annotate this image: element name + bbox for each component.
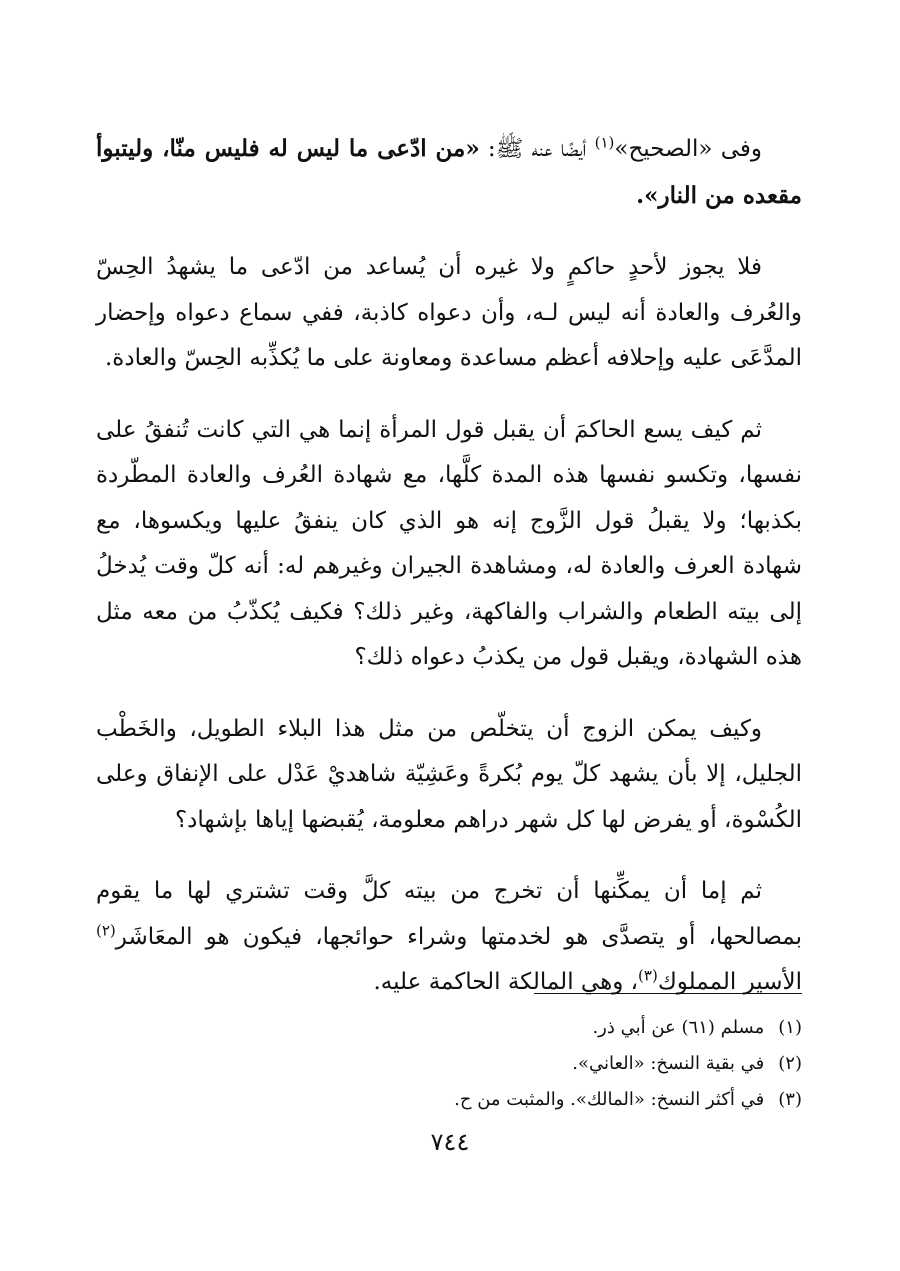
hadith-quote: «من ادّعى ما ليس له فليس منّا، وليتبوأ مقعده من النار». <box>96 135 802 209</box>
footnote-3 <box>96 1082 802 1118</box>
footnote-2 <box>96 1046 802 1082</box>
footnote-number: (٢) <box>778 1053 802 1074</box>
footnote-ref-2: (٢) <box>96 920 116 939</box>
main-text <box>96 126 802 1032</box>
footnote-ref-1: (١) <box>594 133 615 152</box>
paragraph-1-intro: وفى «الصحيح» <box>614 136 762 162</box>
footnote-text: مسلم (٦١) عن أبي ذر. <box>592 1017 765 1038</box>
paragraph-2: فلا يجوز لأحدٍ حاكمٍ ولا غيره أن يُساعد من ادّعى ما يشهدُ الحِسّ والعُرف والعادة أنه ليس لـه، وأن دعواه كاذبة، ففي سماع دعواه وإحضار المدَّعَى عليه وإحلافه أعظم مساعدة ومعاونة على ما يُكذِّبه الحِسّ والعادة. <box>96 254 802 371</box>
footnote-divider <box>534 993 802 994</box>
paragraph-3: ثم كيف يسع الحاكمَ أن يقبل قول المرأة إنما هي التي كانت تُنفقُ على نفسها، وتكسو نفسها هذه المدة كلَّها، مع شهادة العُرف والعادة المطّردة بكذبها؛ ولا يقبلُ قول الزَّوج إنه هو الذي كان ينفقُ عليها ويكسوها، مع شهادة العرف والعادة له، ومشاهدة الجيران وغيرهم له: أنه كلّ وقت يُدخلُ إلى بيته الطعام والشراب والفاكهة، وغير ذلك؟ فكيف يُكذّبُ من معه مثل هذه الشهادة، ويقبل قول من يكذبُ دعواه ذلك؟ <box>96 416 803 670</box>
footnote-ref-3: (٣) <box>638 966 658 985</box>
footnotes <box>96 1010 802 1118</box>
footnote-number: (٣) <box>778 1089 802 1110</box>
footnote-number: (١) <box>778 1017 802 1038</box>
paragraph-5 <box>96 869 802 1006</box>
page-number: ٧٤٤ <box>430 1128 470 1156</box>
paragraph-5-part-b: الأسير المملوك <box>657 969 802 995</box>
paragraph-5-part-a: ثم إما أن يمكِّنها أن تخرج من بيته كلَّ وقت تشتري لها ما يقوم بمصالحها، أو يتصدَّى هو لخدمتها وشراء حوائجها، فيكون هو المعَاشَر <box>96 878 802 950</box>
footnote-1 <box>96 1010 802 1046</box>
paragraph-4: وكيف يمكن الزوج أن يتخلّص من مثل هذا البلاء الطويل، والخَطْب الجليل، إلا بأن يشهد كلّ يوم بُكرةً وعَشِيّة شاهديْ عَدْل على الإنفاق وعلى الكُسْوة، أو يفرض لها كل شهر دراهم معلومة، يُقبضها إياها بإشهاد؟ <box>96 715 802 833</box>
paragraph-1 <box>96 126 802 219</box>
footnote-text: في أكثر النسخ: «المالك». والمثبت من ح. <box>454 1089 765 1110</box>
paragraph-1-attribution: أيضًا عنه ﷺ: <box>479 136 595 162</box>
footnote-text: في بقية النسخ: «العاني». <box>572 1053 765 1074</box>
paragraph-5-part-c: ، وهي المالكة الحاكمة عليه. <box>373 969 639 995</box>
